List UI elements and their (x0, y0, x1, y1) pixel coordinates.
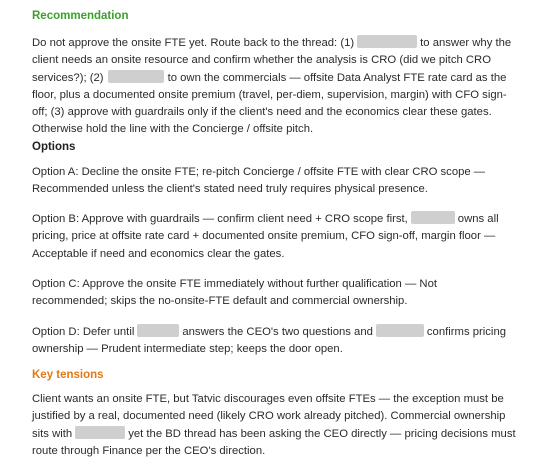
text-line (32, 246, 520, 263)
text-run: Option A: Decline the onsite FTE; re-pitch Concierge / offsite FTE with clear CRO scope — (32, 166, 486, 178)
text-line (32, 121, 520, 138)
text-line (32, 276, 520, 293)
text-run: Option B: Approve with guardrails — confirm client need + CRO scope first, (32, 213, 408, 225)
text-run: route through Finance per the CEO's direction. (32, 444, 266, 457)
text-run: Acceptable if need and economics clear the gates. (32, 247, 285, 260)
text-line (32, 426, 520, 443)
text-run: Client wants an onsite FTE, but Tatvic discourages even offsite FTEs — the exception must be (32, 393, 504, 405)
text-run: to answer why the (420, 37, 512, 49)
redacted-name (137, 324, 179, 337)
text-line (32, 443, 520, 460)
option-c (32, 276, 520, 311)
redacted-name (108, 70, 164, 83)
text-run: Do not approve the onsite FTE yet. Route back to the thread: (1) (32, 37, 355, 49)
text-line (32, 324, 520, 341)
text-line (32, 341, 520, 358)
text-line (32, 35, 520, 52)
text-line (32, 391, 520, 408)
text-line (32, 164, 520, 181)
text-run: answers the CEO's two questions and (182, 326, 373, 338)
text-line (32, 408, 520, 425)
text-run: yet the BD thread has been asking the CEO directly — pricing decisions must (128, 427, 516, 440)
text-line (32, 293, 520, 310)
text-run: floor, plus a documented onsite premium (travel, per-diem, supervision, margin) with CFO sign- (32, 88, 507, 101)
key-tensions-heading: Key tensions (32, 369, 104, 381)
text-run: client needs an onsite resource and confirm whether the analysis is CRO (did we pitch CRO (32, 54, 491, 67)
text-line (32, 211, 520, 228)
option-d (32, 324, 520, 359)
redacted-name (75, 426, 125, 439)
text-line (32, 70, 520, 87)
text-line (32, 87, 520, 104)
text-line (32, 228, 520, 245)
text-run: services?); (2) (32, 71, 104, 84)
recommendation-paragraph (32, 35, 520, 139)
text-run: Otherwise hold the line with the Concierge / offsite pitch. (32, 123, 314, 136)
text-run: confirms pricing (426, 326, 507, 338)
text-run: off; (3) approve with guardrails only if the client's need and the economics clear these gates. (32, 106, 492, 119)
text-run: ownership — Prudent intermediate step; keeps the door open. (32, 343, 343, 356)
key-tensions-paragraph (32, 391, 520, 460)
text-run: justified by a real, documented need (likely CRO work already pitched). Commercial ownership (32, 410, 506, 423)
option-a (32, 164, 520, 199)
option-b (32, 211, 520, 263)
text-run: Option C: Approve the onsite FTE immediately without further qualification — Not (32, 278, 437, 290)
text-run: pricing, price at offsite rate card + documented onsite premium, CFO sign-off, margin floor — (32, 230, 496, 243)
redacted-name (376, 324, 424, 337)
text-run: sits with (32, 427, 73, 440)
text-run: Option D: Defer until (32, 326, 135, 338)
text-line (32, 52, 520, 69)
text-run: Recommended unless the client's stated need truly requires physical presence. (32, 183, 428, 196)
options-heading: Options (32, 141, 76, 153)
text-run: owns all (457, 213, 499, 225)
redacted-name (411, 211, 455, 224)
text-line (32, 181, 520, 198)
redacted-name (357, 35, 417, 48)
recommendation-heading: Recommendation (32, 10, 129, 22)
text-run: recommended; skips the no-onsite-FTE default and commercial ownership. (32, 295, 408, 308)
text-run: to own the commercials — offsite Data Analyst FTE rate card as the (167, 71, 507, 84)
text-line (32, 104, 520, 121)
